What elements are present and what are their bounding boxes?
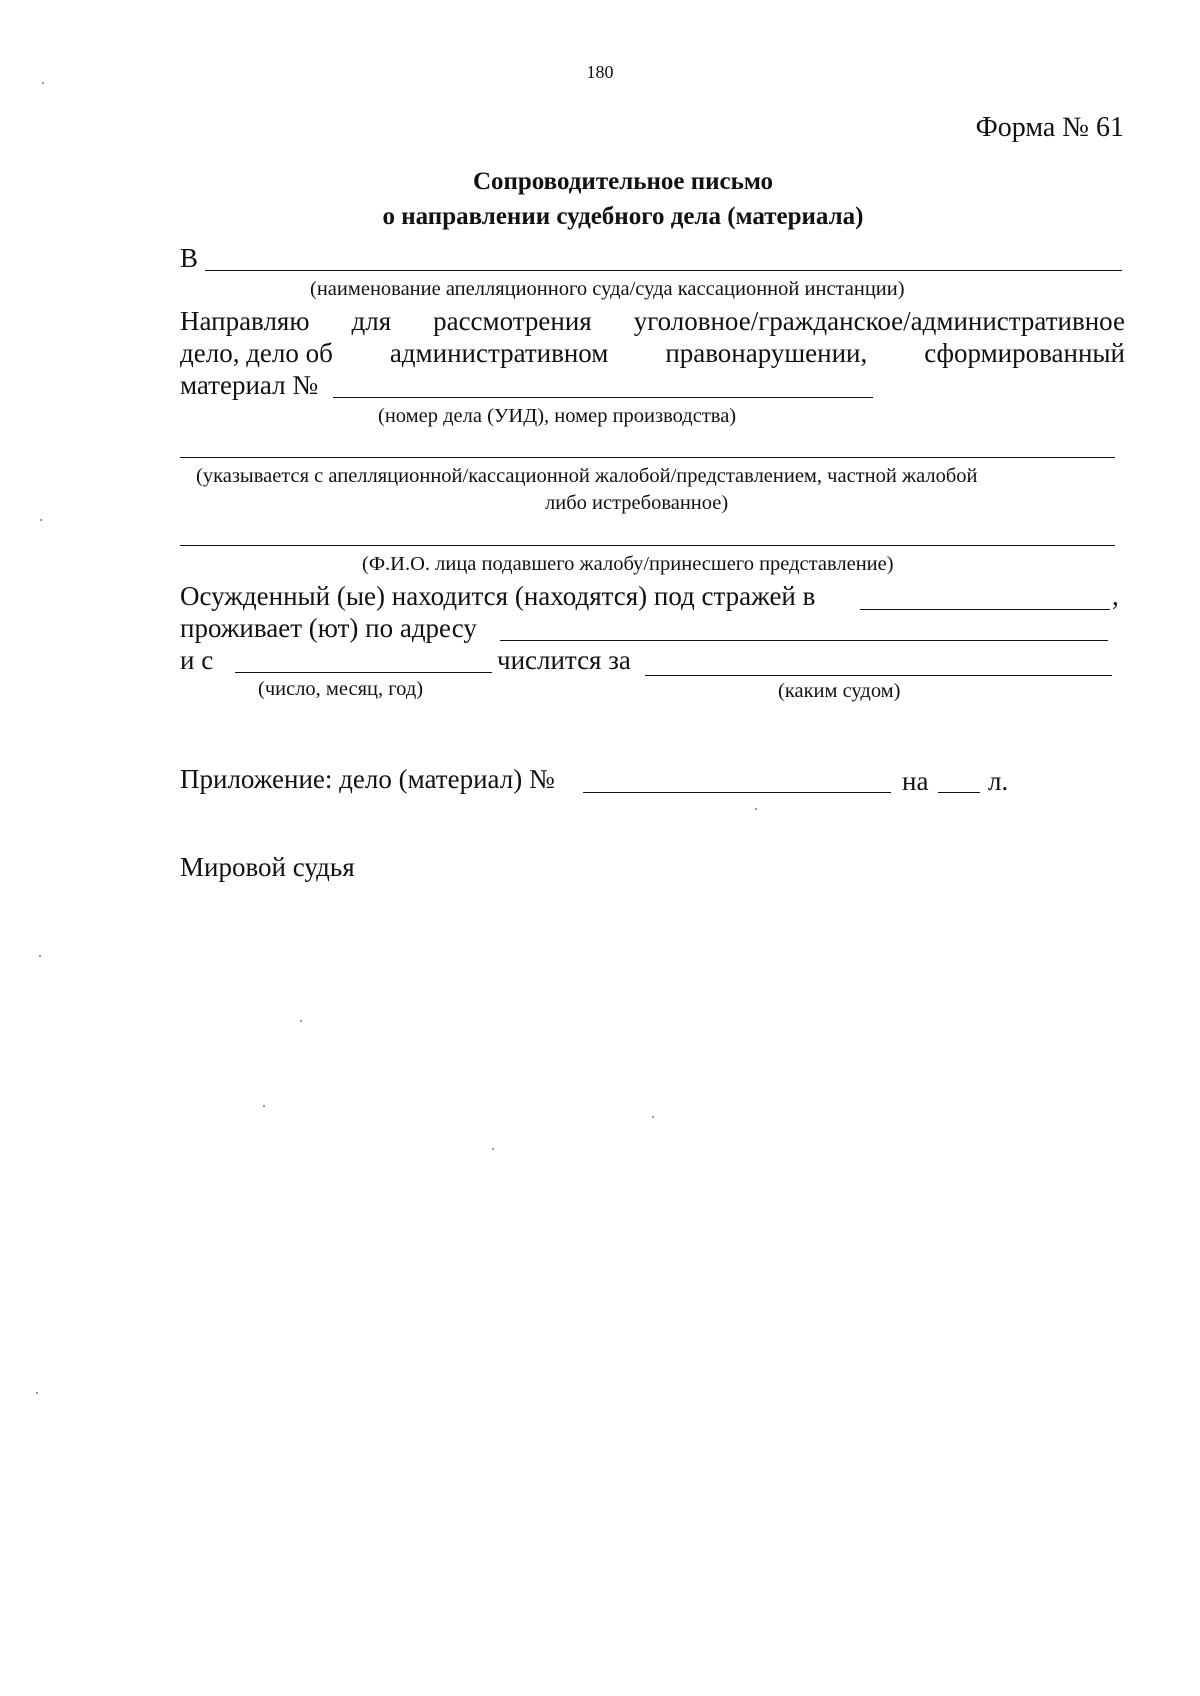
scan-speck [492,1148,494,1150]
body-line2-word: административном [389,338,609,368]
body-line1-word: для [351,306,392,336]
scan-speck [36,1392,38,1394]
document-title-line2: о направлении судебного дела (материала) [382,203,864,230]
custody-comma: , [1112,581,1119,611]
form-label: Форма № 61 [975,112,1124,143]
scan-speck [300,1020,302,1022]
body-line2-word: правонарушении, [665,338,868,368]
custody-text: Осужденный (ые) находится (находятся) под стражей в [180,581,816,611]
signature-label: Мировой судья [180,852,355,882]
date-field[interactable] [235,672,492,673]
body-line2-word: дело, дело об [180,338,333,368]
appeal-hint-line2: либо истребованное) [545,492,729,514]
case-number-field[interactable] [333,397,873,398]
scan-speck [42,82,44,84]
material-number-label: материал № [180,370,319,400]
body-line2-word: сформированный [924,338,1125,368]
body-line2 [180,338,1125,369]
custody-place-field[interactable] [860,609,1110,610]
recipient-court-hint: (наименование апелляционного суда/суда кассационной инстанции) [310,278,905,300]
attachment-number-field[interactable] [583,792,891,793]
registered-text: числится за [497,645,631,675]
attachment-on-text: на [902,766,929,796]
address-text: проживает (ют) по адресу [180,613,477,643]
since-text: и с [180,645,214,675]
attachment-text: Приложение: дело (материал) № [180,764,555,794]
scan-speck [652,1116,654,1118]
recipient-court-field[interactable] [205,270,1122,271]
to-prefix: В [180,243,199,273]
body-line1-word: рассмотрения [433,306,592,336]
sheet-count-field[interactable] [938,792,980,793]
fio-hint: (Ф.И.О. лица подавшего жалобу/принесшего представление) [362,553,894,575]
court-field[interactable] [645,675,1112,676]
date-hint: (число, месяц, год) [258,678,424,700]
document-title-line1: Сопроводительное письмо [472,168,774,195]
body-line1 [180,306,1125,337]
appeal-field[interactable] [180,457,1115,458]
scan-speck [40,519,42,521]
address-field[interactable] [500,640,1108,641]
body-line1-word: Направляю [180,306,310,336]
page-number: 180 [586,62,614,82]
attachment-sheets-text: л. [988,766,1009,796]
appeal-hint-line1: (указывается с апелляционной/кассационной жалобой/представлением, частной жалобой [196,465,978,487]
scan-speck [263,1105,265,1107]
case-number-hint: (номер дела (УИД), номер производства) [378,405,737,427]
court-hint: (каким судом) [778,680,901,702]
scan-speck [755,808,757,810]
scan-speck [39,955,41,957]
body-line1-word: уголовное/гражданское/административное [633,306,1125,336]
fio-field[interactable] [180,545,1115,546]
